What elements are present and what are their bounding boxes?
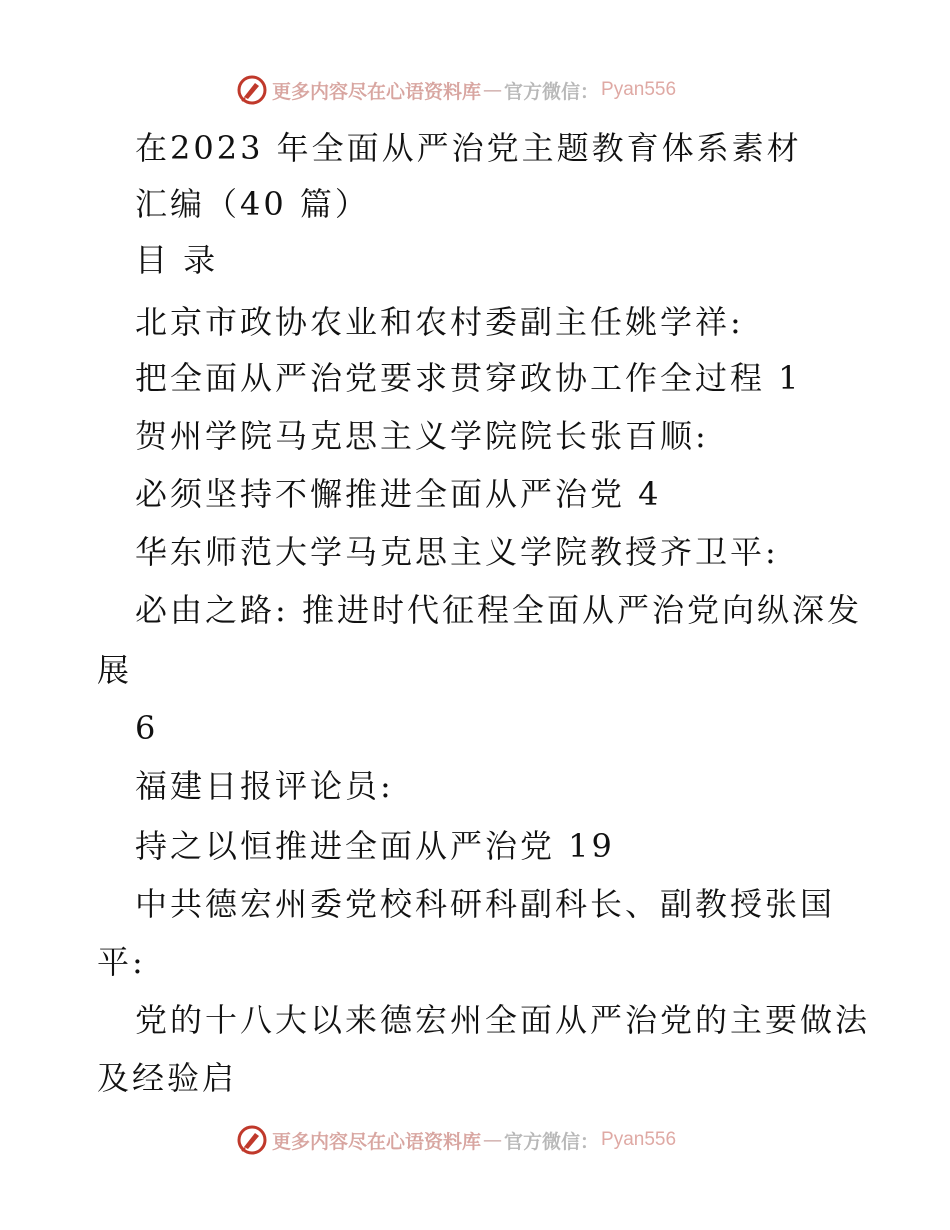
watermark-separator: — <box>483 79 503 101</box>
toc-entry-title: 党的十八大以来德宏州全面从严治党的主要做法 <box>135 1001 871 1039</box>
watermark-wechat-id: Pyan556 <box>601 79 677 100</box>
brand-logo-icon <box>236 74 268 106</box>
toc-entry-author: 北京市政协农业和农村委副主任姚学祥: <box>135 303 744 341</box>
toc-entry-title: 必由之路: 推进时代征程全面从严治党向纵深发 <box>135 591 862 629</box>
toc-entry-author: 中共德宏州委党校科研科副科长、副教授张国 <box>135 885 836 923</box>
toc-entry-title: 必须坚持不懈推进全面从严治党 4 <box>135 475 662 513</box>
watermark-wechat-label: 官方微信： <box>504 80 600 103</box>
toc-entry-author: 福建日报评论员: <box>135 767 394 805</box>
toc-entry-title-continued: 及经验启 <box>97 1059 238 1097</box>
toc-entry-author: 贺州学院马克思主义学院院长张百顺: <box>135 417 709 455</box>
watermark-wechat-id: Pyan556 <box>601 1129 677 1150</box>
document-title-line-1: 在2023 年全面从严治党主题教育体系素材 <box>135 129 802 167</box>
toc-entry-page-number: 6 <box>135 709 159 747</box>
brand-logo-icon <box>236 1124 268 1156</box>
toc-entry-title: 把全面从严治党要求贯穿政协工作全过程 1 <box>135 359 802 397</box>
header-watermark <box>236 73 676 107</box>
watermark-wechat-label: 官方微信： <box>504 1130 600 1153</box>
watermark-separator: — <box>483 1129 503 1151</box>
footer-watermark <box>236 1123 676 1157</box>
toc-entry-title: 持之以恒推进全面从严治党 19 <box>135 827 615 865</box>
toc-heading: 目 录 <box>135 241 219 279</box>
watermark-site-name: 更多内容尽在心语资料库 <box>272 1130 482 1153</box>
watermark-site-name: 更多内容尽在心语资料库 <box>272 80 482 103</box>
toc-entry-author-continued: 平: <box>97 943 146 981</box>
document-title-line-2: 汇编（40 篇） <box>135 185 370 223</box>
toc-entry-title-continued: 展 <box>97 651 133 689</box>
toc-entry-author: 华东师范大学马克思主义学院教授齐卫平: <box>135 533 779 571</box>
